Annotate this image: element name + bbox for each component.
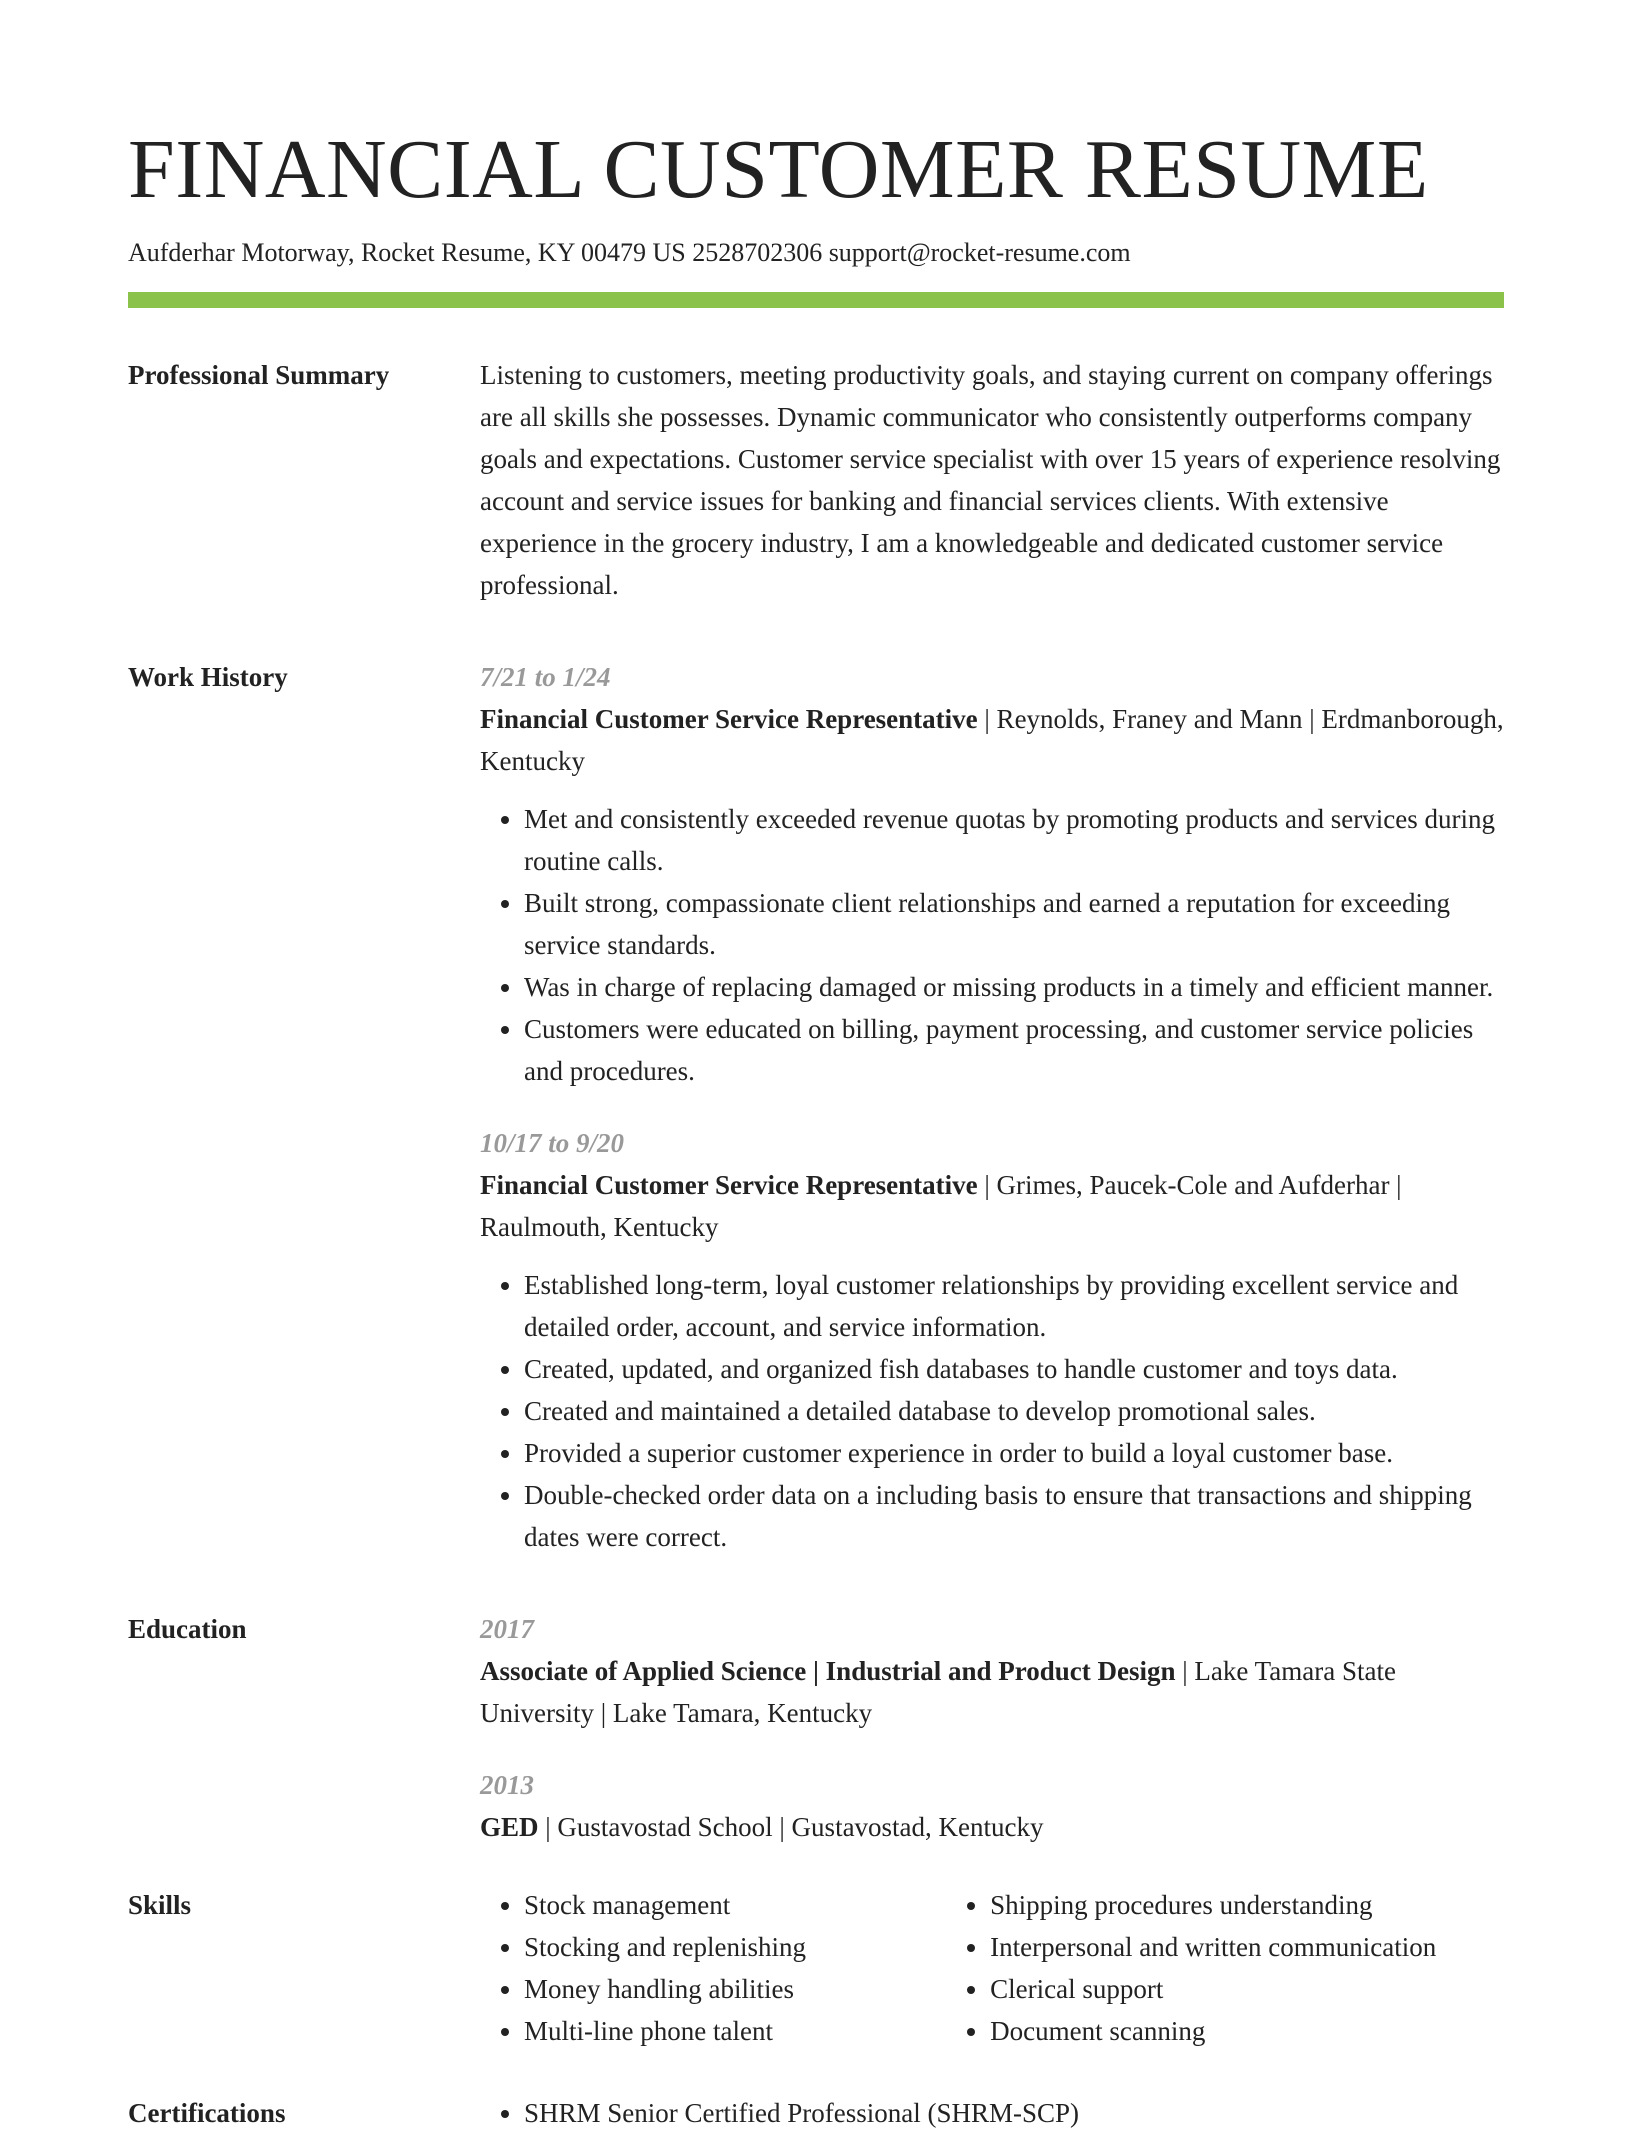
job-bullets [480, 1264, 1504, 1558]
skill-item: • Multi-line phone talent [524, 2010, 946, 2052]
job-bullet: • Built strong, compassionate client relationships and earned a reputation for exceeding service standards. [524, 882, 1504, 966]
work-history-section [128, 656, 1504, 1558]
job-bullet: • Met and consistently exceeded revenue quotas by promoting products and services during routine calls. [524, 798, 1504, 882]
section-label-summary: Professional Summary [128, 360, 390, 390]
job-date: 7/21 to 1/24 [480, 662, 611, 692]
skill-item: • Document scanning [990, 2010, 1504, 2052]
contact-line: Aufderhar Motorway, Rocket Resume, KY 00479 US 2528702306 support@rocket-resume.com [128, 238, 1131, 267]
certifications-body [480, 2092, 1504, 2134]
job-entry [480, 656, 1504, 1092]
job-bullet: • Provided a superior customer experience in order to build a loyal customer base. [524, 1432, 1504, 1474]
education-heading [480, 1806, 1504, 1848]
skill-item: • Clerical support [990, 1968, 1504, 2010]
education-degree: GED [480, 1812, 539, 1842]
job-details: | Reynolds, Franey and Mann | Erdmanborough, Kentucky [480, 704, 1504, 776]
education-date: 2013 [480, 1770, 534, 1800]
skills-section [128, 1884, 1504, 2052]
resume-page [128, 0, 1504, 2134]
summary-body [480, 354, 1504, 606]
education-section [128, 1608, 1504, 1848]
job-bullet: • Was in charge of replacing damaged or missing products in a timely and efficient manner. [524, 966, 1504, 1008]
skill-item: • Money handling abilities [524, 1968, 946, 2010]
section-label-certifications: Certifications [128, 2098, 286, 2128]
skills-grid [480, 1884, 1504, 2052]
job-bullet: • Customers were educated on billing, payment processing, and customer service policies and procedures. [524, 1008, 1504, 1092]
job-title: Financial Customer Service Representative [480, 704, 978, 734]
education-date: 2017 [480, 1614, 534, 1644]
certifications-list [480, 2092, 1504, 2134]
job-entry [480, 1122, 1504, 1558]
skill-item: • Stock management [524, 1884, 946, 1926]
job-heading [480, 1164, 1504, 1248]
job-details: | Grimes, Paucek-Cole and Aufderhar | Raulmouth, Kentucky [480, 1170, 1402, 1242]
skills-list-right [946, 1884, 1504, 2052]
skills-list-left [480, 1884, 946, 2052]
education-degree: Associate of Applied Science | Industrial and Product Design [480, 1656, 1176, 1686]
section-label-skills: Skills [128, 1890, 192, 1920]
job-heading [480, 698, 1504, 782]
job-bullets [480, 798, 1504, 1092]
job-bullet: • Established long-term, loyal customer relationships by providing excellent service and detailed order, account, and service information. [524, 1264, 1504, 1348]
education-heading [480, 1650, 1504, 1734]
job-bullet: • Double-checked order data on a including basis to ensure that transactions and shipping dates were correct. [524, 1474, 1504, 1558]
education-entry [480, 1608, 1504, 1734]
skill-item: • Interpersonal and written communication [990, 1926, 1504, 1968]
accent-divider [128, 292, 1504, 308]
summary-text: Listening to customers, meeting productivity goals, and staying current on company offerings are all skills she possesses. Dynamic communicator who consistently outperforms company goals and expectations. Customer service specialist with over 15 years of experience resolving account and service issues for banking and financial services clients. With extensive experience in the grocery industry, I am a knowledgeable and dedicated customer service professional. [480, 360, 1501, 600]
skill-item: • Shipping procedures understanding [990, 1884, 1504, 1926]
work-history-body [480, 656, 1504, 1558]
job-bullet: • Created and maintained a detailed database to develop promotional sales. [524, 1390, 1504, 1432]
summary-section [128, 354, 1504, 606]
education-details: | Lake Tamara State University | Lake Tamara, Kentucky [480, 1656, 1396, 1728]
job-title: Financial Customer Service Representative [480, 1170, 978, 1200]
job-date: 10/17 to 9/20 [480, 1128, 625, 1158]
section-label-work-history: Work History [128, 662, 288, 692]
certifications-section [128, 2092, 1504, 2134]
certification-item: • SHRM Senior Certified Professional (SHRM-SCP) [524, 2092, 1504, 2134]
education-body [480, 1608, 1504, 1848]
skill-item: • Stocking and replenishing [524, 1926, 946, 1968]
section-label-education: Education [128, 1614, 247, 1644]
page-title: FINANCIAL CUSTOMER RESUME [128, 123, 1429, 216]
education-entry [480, 1764, 1504, 1848]
education-details: | Gustavostad School | Gustavostad, Kentucky [538, 1812, 1044, 1842]
job-bullet: • Created, updated, and organized fish databases to handle customer and toys data. [524, 1348, 1504, 1390]
